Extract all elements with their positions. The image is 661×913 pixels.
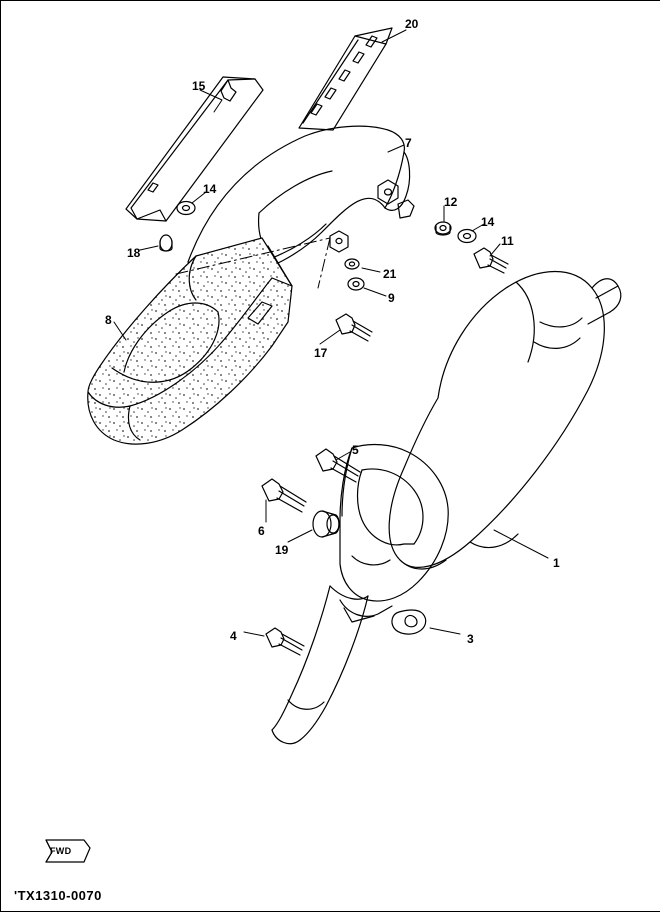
part-17-bolt [336,314,372,341]
part-18-grommet [160,235,172,251]
callout-number-6: 6 [258,524,265,538]
part-8-muffler-shield [88,238,292,444]
callout-number-1: 1 [553,556,560,570]
part-21-nut [345,259,359,269]
part-11-bolt [474,248,508,273]
callout-number-15: 15 [192,79,206,93]
callout-number-8: 8 [105,313,112,327]
callout-number-18: 18 [127,246,141,260]
part-20-heat-shield-strip [299,28,392,130]
callout-number-9: 9 [388,291,395,305]
part-4-bolt [266,628,304,655]
part-code-label: 'TX1310-0070 [14,888,102,903]
callout-number-14a: 14 [203,182,217,196]
part-14-washer-right [458,230,476,243]
callout-number-14b: 14 [481,215,495,229]
part-14-washer-left [177,202,195,215]
callout-number-17: 17 [314,346,328,360]
callout-number-7: 7 [405,136,412,150]
callout-number-11: 11 [501,234,514,248]
callout-number-19: 19 [275,543,289,557]
callout-number-12: 12 [444,195,458,209]
callout-number-4: 4 [230,629,237,643]
part-19-collar [313,511,339,537]
callout-number-21: 21 [383,267,397,281]
part-3-clamp [392,610,426,634]
callout-number-3: 3 [467,632,474,646]
part-15-bracket [126,77,263,221]
exhaust-pipe-and-bracket [272,445,448,744]
part-9-washer [348,278,364,290]
fwd-label: FWD [50,846,72,856]
callout-number-20: 20 [405,17,419,31]
part-6-bolt [262,479,306,512]
part-12-washer [435,222,451,235]
part-1-muffler [389,272,621,570]
callout-number-5: 5 [352,443,359,457]
cover-mount-tabs [330,180,414,252]
